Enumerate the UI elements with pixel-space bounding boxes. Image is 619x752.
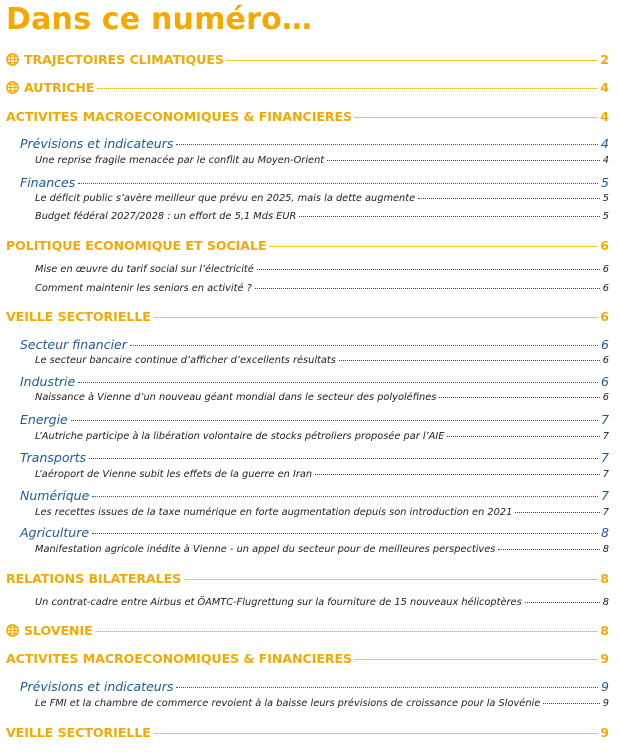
toc-entry-label bbox=[35, 597, 522, 608]
toc-entry-text: Numérique bbox=[20, 488, 90, 503]
toc-dot-leader bbox=[515, 512, 599, 513]
toc-entry-label bbox=[35, 193, 415, 204]
toc-page-number: 6 bbox=[600, 238, 609, 253]
toc-section-entry[interactable] bbox=[6, 80, 609, 95]
toc-subsection-entry[interactable] bbox=[20, 374, 609, 389]
toc-entry-label bbox=[35, 264, 254, 275]
toc-entry-text: Industrie bbox=[20, 374, 76, 389]
toc-article-entry[interactable] bbox=[35, 544, 609, 555]
toc-entry-label bbox=[35, 283, 252, 294]
toc-page-number: 5 bbox=[602, 193, 609, 204]
globe-icon bbox=[6, 624, 19, 637]
toc-section-entry[interactable] bbox=[6, 52, 609, 67]
toc-entry-label bbox=[6, 52, 224, 67]
toc-page-number: 7 bbox=[602, 431, 609, 442]
toc-page-number: 6 bbox=[602, 283, 609, 294]
toc-subsection-entry[interactable] bbox=[20, 679, 609, 694]
toc-page-number: 7 bbox=[602, 507, 609, 518]
toc-entry-text: Naissance à Vienne d’un nouveau géant mondial dans le secteur des polyoléfines bbox=[35, 392, 437, 403]
toc-page-number: 6 bbox=[601, 337, 609, 352]
toc-article-entry[interactable] bbox=[35, 155, 609, 166]
toc-entry-text: Les recettes issues de la taxe numérique en forte augmentation depuis son introduction en 2021 bbox=[35, 507, 513, 518]
toc-dot-leader bbox=[255, 288, 600, 289]
toc-article-entry[interactable] bbox=[35, 392, 609, 403]
toc-section-entry[interactable] bbox=[6, 309, 609, 324]
toc-entry-label bbox=[20, 136, 173, 151]
toc-dot-leader bbox=[154, 733, 597, 734]
toc-entry-text: L’Autriche participe à la libération volontaire de stocks pétroliers proposée par l’AIE bbox=[35, 431, 445, 442]
toc-entry-label bbox=[35, 211, 296, 222]
toc-dot-leader bbox=[418, 198, 600, 199]
toc-entry-label bbox=[35, 507, 512, 518]
toc-dot-leader bbox=[543, 703, 599, 704]
toc-subsection-entry[interactable] bbox=[20, 337, 609, 352]
toc-entry-label bbox=[6, 623, 93, 638]
toc-page-number: 8 bbox=[602, 544, 609, 555]
toc-entry-label bbox=[35, 355, 336, 366]
toc-dot-leader bbox=[299, 216, 599, 217]
toc-article-entry[interactable] bbox=[35, 264, 609, 275]
toc-entry-label bbox=[20, 374, 75, 389]
toc-article-entry[interactable] bbox=[35, 211, 609, 222]
toc-page-number: 9 bbox=[602, 698, 609, 709]
toc-dot-leader bbox=[154, 317, 597, 318]
toc-dot-leader bbox=[525, 602, 600, 603]
toc-entry-label bbox=[20, 175, 75, 190]
toc-entry-label bbox=[35, 155, 324, 166]
toc-entry-label bbox=[6, 571, 181, 586]
toc-entry-label bbox=[35, 698, 540, 709]
toc-dot-leader bbox=[89, 458, 598, 459]
toc-entry-text: Le secteur bancaire continue d’afficher d’excellents résultats bbox=[35, 355, 336, 366]
toc-entry-text: TRAJECTOIRES CLIMATIQUES bbox=[24, 52, 224, 67]
toc-section-entry[interactable] bbox=[6, 623, 609, 638]
toc-article-entry[interactable] bbox=[35, 193, 609, 204]
toc-entry-label bbox=[20, 525, 89, 540]
toc-dot-leader bbox=[498, 549, 599, 550]
toc-page-number: 5 bbox=[601, 175, 609, 190]
toc-entry-label bbox=[20, 679, 173, 694]
toc-dot-leader bbox=[92, 496, 598, 497]
toc-entry-label bbox=[20, 488, 89, 503]
toc-entry-text: Une reprise fragile menacée par le conflit au Moyen-Orient bbox=[35, 155, 325, 166]
toc-entry-text: Prévisions et indicateurs bbox=[20, 679, 174, 694]
toc-entry-text: L’aéroport de Vienne subit les effets de la guerre en Iran bbox=[35, 469, 313, 480]
toc-page-number: 6 bbox=[602, 355, 609, 366]
toc-page-number: 6 bbox=[601, 374, 609, 389]
toc-dot-leader bbox=[315, 474, 600, 475]
toc-dot-leader bbox=[97, 88, 597, 89]
toc-dot-leader bbox=[355, 117, 597, 118]
toc-dot-leader bbox=[339, 360, 600, 361]
toc-entry-text: ACTIVITES MACROECONOMIQUES & FINANCIERES bbox=[6, 109, 353, 124]
toc-entry-text: Le déficit public s’avère meilleur que prévu en 2025, mais la dette augmente bbox=[35, 193, 416, 204]
toc-article-entry[interactable] bbox=[35, 469, 609, 480]
toc-dot-leader bbox=[184, 579, 597, 580]
toc-page-number: 7 bbox=[601, 488, 609, 503]
toc-subsection-entry[interactable] bbox=[20, 175, 609, 190]
toc-page-number: 2 bbox=[600, 52, 609, 67]
toc-entry-label bbox=[20, 450, 86, 465]
toc-page-number: 6 bbox=[600, 309, 609, 324]
toc-entry-text: AUTRICHE bbox=[24, 80, 95, 95]
toc-page-number: 4 bbox=[600, 109, 609, 124]
toc-page-number: 7 bbox=[602, 469, 609, 480]
toc-entry-label bbox=[20, 412, 68, 427]
toc-page-number: 8 bbox=[600, 571, 609, 586]
toc-article-entry[interactable] bbox=[35, 283, 609, 294]
toc-dot-leader bbox=[447, 436, 599, 437]
toc-section-entry[interactable] bbox=[6, 571, 609, 586]
toc-section-entry[interactable] bbox=[6, 238, 609, 253]
toc-entry-label bbox=[6, 80, 94, 95]
toc-page-number: 9 bbox=[600, 725, 609, 740]
toc-dot-leader bbox=[269, 246, 597, 247]
toc-dot-leader bbox=[78, 183, 598, 184]
toc-subsection-entry[interactable] bbox=[20, 136, 609, 151]
toc-entry-text: VEILLE SECTORIELLE bbox=[6, 309, 151, 324]
toc-entry-label bbox=[6, 109, 352, 124]
toc-dot-leader bbox=[176, 687, 598, 688]
toc-article-entry[interactable] bbox=[35, 507, 609, 518]
toc-entry-text: POLITIQUE ECONOMIQUE ET SOCIALE bbox=[6, 238, 267, 253]
toc-page-number: 5 bbox=[602, 211, 609, 222]
toc-entry-text: VEILLE SECTORIELLE bbox=[6, 725, 151, 740]
toc-page-number: 9 bbox=[600, 651, 609, 666]
toc-entry-text: Agriculture bbox=[20, 525, 90, 540]
toc-entry-label bbox=[35, 469, 312, 480]
toc-entry-label bbox=[20, 337, 127, 352]
globe-icon bbox=[6, 53, 19, 66]
toc-dot-leader bbox=[130, 345, 598, 346]
toc-page-number: 4 bbox=[602, 155, 609, 166]
toc-page-number: 9 bbox=[601, 679, 609, 694]
toc-dot-leader bbox=[355, 659, 597, 660]
toc-entry-text: Le FMI et la chambre de commerce revoient à la baisse leurs prévisions de croissance pour la Slovénie bbox=[35, 698, 541, 709]
toc-subsection-entry[interactable] bbox=[20, 525, 609, 540]
toc-section-entry[interactable] bbox=[6, 651, 609, 666]
toc-page-number: 7 bbox=[601, 450, 609, 465]
toc-dot-leader bbox=[176, 144, 598, 145]
toc-subsection-entry[interactable] bbox=[20, 488, 609, 503]
toc-page-number: 4 bbox=[601, 136, 609, 151]
toc-page-number: 8 bbox=[601, 525, 609, 540]
toc-entry-text: Transports bbox=[20, 450, 87, 465]
toc-dot-leader bbox=[78, 382, 598, 383]
toc-subsection-entry[interactable] bbox=[20, 450, 609, 465]
toc-page-number: 4 bbox=[600, 80, 609, 95]
toc-page-number: 7 bbox=[601, 412, 609, 427]
toc-entry-text: Un contrat-cadre entre Airbus et ÖAMTC-Flugrettung sur la fourniture de 15 nouveaux hélicoptères bbox=[35, 597, 522, 608]
toc-entry-text: ACTIVITES MACROECONOMIQUES & FINANCIERES bbox=[6, 651, 353, 666]
toc-article-entry[interactable] bbox=[35, 597, 609, 608]
toc-section-entry[interactable] bbox=[6, 725, 609, 740]
toc-dot-leader bbox=[96, 631, 598, 632]
toc-entry-text: RELATIONS BILATERALES bbox=[6, 571, 182, 586]
toc-article-entry[interactable] bbox=[35, 431, 609, 442]
toc-entry-label bbox=[35, 392, 436, 403]
toc-section-entry[interactable] bbox=[6, 109, 609, 124]
toc-entry-label bbox=[6, 309, 151, 324]
toc-article-entry[interactable] bbox=[35, 698, 609, 709]
toc-entry-label bbox=[35, 544, 495, 555]
toc-entry-text: Secteur financier bbox=[20, 337, 127, 352]
toc-entry-label bbox=[6, 238, 266, 253]
toc-entry-text: Prévisions et indicateurs bbox=[20, 136, 174, 151]
toc-entry-text: Comment maintenir les seniors en activité ? bbox=[35, 283, 252, 294]
toc-entry-label bbox=[35, 431, 444, 442]
toc-article-entry[interactable] bbox=[35, 355, 609, 366]
toc-entry-text: SLOVENIE bbox=[24, 623, 93, 638]
toc-page-number: 8 bbox=[602, 597, 609, 608]
toc-page-number: 8 bbox=[600, 623, 609, 638]
toc-entry-text: Energie bbox=[20, 412, 68, 427]
page-title: Dans ce numéro… bbox=[6, 2, 313, 37]
toc-dot-leader bbox=[439, 397, 599, 398]
toc-entry-label bbox=[6, 651, 352, 666]
toc-entry-text: Mise en œuvre du tarif social sur l’électricité bbox=[35, 264, 254, 275]
toc-entry-label bbox=[6, 725, 151, 740]
toc-dot-leader bbox=[92, 533, 598, 534]
toc-entry-text: Budget fédéral 2027/2028 : un effort de 5,1 Mds EUR bbox=[35, 211, 297, 222]
toc-entry-text: Manifestation agricole inédite à Vienne - un appel du secteur pour de meilleures perspectives bbox=[35, 544, 496, 555]
toc-dot-leader bbox=[227, 60, 597, 61]
toc-dot-leader bbox=[327, 160, 600, 161]
toc-page-number: 6 bbox=[602, 392, 609, 403]
toc-dot-leader bbox=[71, 420, 598, 421]
toc-subsection-entry[interactable] bbox=[20, 412, 609, 427]
toc-entry-text: Finances bbox=[20, 175, 76, 190]
toc-page-number: 6 bbox=[602, 264, 609, 275]
toc-dot-leader bbox=[257, 269, 600, 270]
globe-icon bbox=[6, 81, 19, 94]
